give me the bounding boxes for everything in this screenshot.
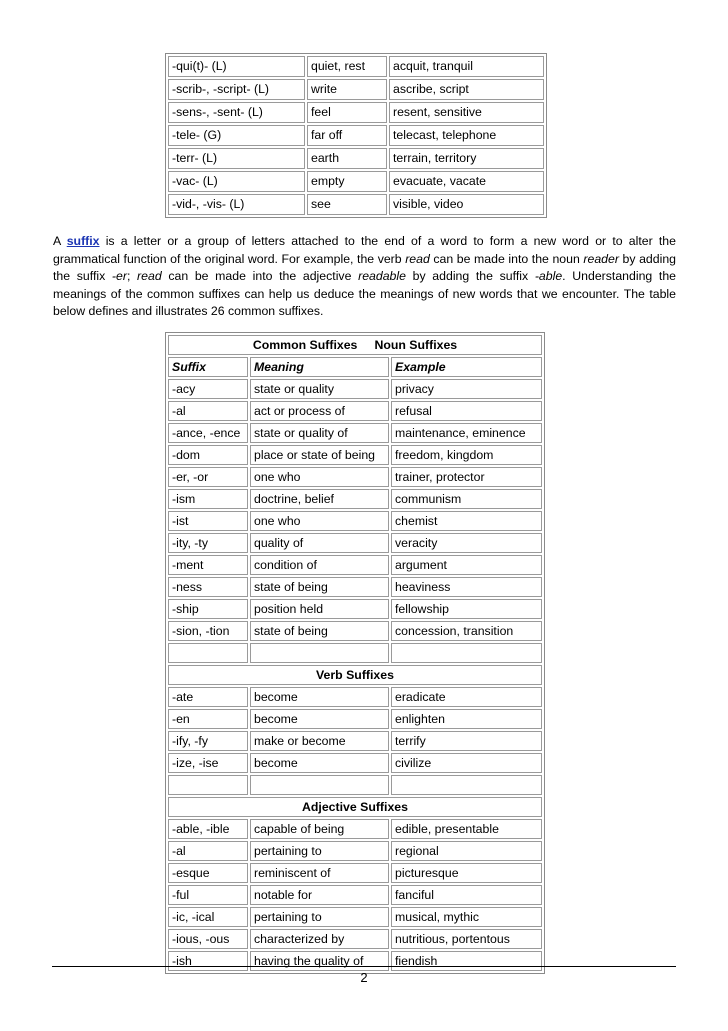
cell-suffix: -acy bbox=[168, 379, 248, 399]
paragraph-text: by adding the suffix bbox=[53, 251, 676, 284]
cell-meaning: see bbox=[307, 194, 387, 215]
cell-example: enlighten bbox=[391, 709, 542, 729]
example-word: readable bbox=[358, 269, 406, 284]
cell-suffix: -ify, -fy bbox=[168, 731, 248, 751]
cell-example: refusal bbox=[391, 401, 542, 421]
noun-suffix-row bbox=[168, 511, 542, 531]
adjective-suffixes-title: Adjective Suffixes bbox=[168, 797, 542, 817]
root-row bbox=[168, 194, 544, 215]
adjective-suffix-row bbox=[168, 907, 542, 927]
noun-suffix-row bbox=[168, 577, 542, 597]
example-word: -able bbox=[534, 269, 563, 284]
cell-example: ascribe, script bbox=[389, 79, 544, 100]
cell-suffix: -vid-, -vis- (L) bbox=[168, 194, 305, 215]
adjective-suffix-row bbox=[168, 951, 542, 971]
adjective-suffixes-title-row bbox=[168, 797, 542, 817]
cell-example: chemist bbox=[391, 511, 542, 531]
cell-meaning: condition of bbox=[250, 555, 389, 575]
cell-example: musical, mythic bbox=[391, 907, 542, 927]
cell-meaning: reminiscent of bbox=[250, 863, 389, 883]
cell-meaning: state of being bbox=[250, 577, 389, 597]
adjective-suffix-row bbox=[168, 819, 542, 839]
cell-example: telecast, telephone bbox=[389, 125, 544, 146]
root-row bbox=[168, 102, 544, 123]
root-row bbox=[168, 125, 544, 146]
cell-meaning: far off bbox=[307, 125, 387, 146]
noun-suffix-row bbox=[168, 445, 542, 465]
cell-meaning: earth bbox=[307, 148, 387, 169]
paragraph-text: is a letter or a group of letters attached to the end of a word to form a new word or to alter the grammatical function of the original word. For example, the verb bbox=[53, 234, 676, 266]
cell-example: privacy bbox=[391, 379, 542, 399]
cell-example: concession, transition bbox=[391, 621, 542, 641]
noun-suffix-row bbox=[168, 621, 542, 641]
cell-meaning: quiet, rest bbox=[307, 56, 387, 77]
cell-suffix: -en bbox=[168, 709, 248, 729]
cell-example: fiendish bbox=[391, 951, 542, 971]
cell-meaning: state of being bbox=[250, 621, 389, 641]
cell-example: nutritious, portentous bbox=[391, 929, 542, 949]
verb-suffix-row bbox=[168, 731, 542, 751]
cell-example: picturesque bbox=[391, 863, 542, 883]
cell-suffix: -ity, -ty bbox=[168, 533, 248, 553]
cell-meaning: capable of being bbox=[250, 819, 389, 839]
cell-suffix: -ism bbox=[168, 489, 248, 509]
column-header-example: Example bbox=[391, 357, 542, 377]
cell-suffix: -ious, -ous bbox=[168, 929, 248, 949]
cell-example: evacuate, vacate bbox=[389, 171, 544, 192]
root-row bbox=[168, 148, 544, 169]
cell-example: maintenance, eminence bbox=[391, 423, 542, 443]
noun-suffix-row bbox=[168, 533, 542, 553]
cell-meaning: become bbox=[250, 709, 389, 729]
cell-suffix: -sens-, -sent- (L) bbox=[168, 102, 305, 123]
cell-meaning: characterized by bbox=[250, 929, 389, 949]
cell-meaning: one who bbox=[250, 511, 389, 531]
cell-example: fellowship bbox=[391, 599, 542, 619]
paragraph-text: can be made into the adjective bbox=[161, 269, 359, 284]
cell-example: edible, presentable bbox=[391, 819, 542, 839]
paragraph-text: can be made into the noun bbox=[429, 251, 584, 266]
empty-cell bbox=[391, 775, 542, 795]
cell-suffix: -able, -ible bbox=[168, 819, 248, 839]
example-word: read bbox=[137, 269, 162, 284]
suffix-table bbox=[165, 332, 545, 974]
suffix-table-body bbox=[168, 335, 542, 971]
suffix-link[interactable]: suffix bbox=[66, 234, 100, 248]
paragraph-text: ; bbox=[126, 269, 138, 284]
noun-suffix-row bbox=[168, 467, 542, 487]
cell-suffix: -ist bbox=[168, 511, 248, 531]
empty-cell bbox=[168, 643, 248, 663]
cell-suffix: -ize, -ise bbox=[168, 753, 248, 773]
table-title-row bbox=[168, 335, 542, 355]
cell-meaning: position held bbox=[250, 599, 389, 619]
root-row bbox=[168, 171, 544, 192]
column-header-meaning: Meaning bbox=[250, 357, 389, 377]
column-header-suffix: Suffix bbox=[168, 357, 248, 377]
cell-meaning: state or quality of bbox=[250, 423, 389, 443]
noun-suffix-row bbox=[168, 379, 542, 399]
cell-suffix: -al bbox=[168, 401, 248, 421]
cell-meaning: having the quality of bbox=[250, 951, 389, 971]
cell-suffix: -ment bbox=[168, 555, 248, 575]
cell-suffix: -esque bbox=[168, 863, 248, 883]
example-word: read bbox=[405, 251, 430, 266]
empty-cell bbox=[391, 643, 542, 663]
cell-example: heaviness bbox=[391, 577, 542, 597]
adjective-suffix-row bbox=[168, 885, 542, 905]
cell-example: terrify bbox=[391, 731, 542, 751]
verb-suffix-row bbox=[168, 709, 542, 729]
cell-example: veracity bbox=[391, 533, 542, 553]
verb-suffixes-title-row bbox=[168, 665, 542, 685]
cell-meaning: write bbox=[307, 79, 387, 100]
cell-suffix: -tele- (G) bbox=[168, 125, 305, 146]
cell-meaning: empty bbox=[307, 171, 387, 192]
cell-suffix: -ness bbox=[168, 577, 248, 597]
cell-meaning: make or become bbox=[250, 731, 389, 751]
root-row bbox=[168, 79, 544, 100]
noun-suffix-row bbox=[168, 555, 542, 575]
cell-meaning: one who bbox=[250, 467, 389, 487]
cell-example: freedom, kingdom bbox=[391, 445, 542, 465]
example-word: -er bbox=[111, 269, 127, 284]
cell-meaning: pertaining to bbox=[250, 841, 389, 861]
cell-suffix: -ful bbox=[168, 885, 248, 905]
cell-meaning: become bbox=[250, 687, 389, 707]
footer-rule bbox=[52, 966, 676, 967]
roots-table-body bbox=[168, 56, 544, 215]
paragraph-text: . Understanding the meanings of the common suffixes can help us deduce the meanings of new words that we encounter. The table below defines and illustrates 26 common suffixes. bbox=[53, 269, 677, 319]
cell-suffix: -ship bbox=[168, 599, 248, 619]
cell-suffix: -ish bbox=[168, 951, 248, 971]
adjective-suffix-row bbox=[168, 929, 542, 949]
cell-suffix: -terr- (L) bbox=[168, 148, 305, 169]
cell-meaning: state or quality bbox=[250, 379, 389, 399]
cell-meaning: place or state of being bbox=[250, 445, 389, 465]
cell-example: visible, video bbox=[389, 194, 544, 215]
cell-example: regional bbox=[391, 841, 542, 861]
common-suffixes-title: Common Suffixes Noun Suffixes bbox=[168, 335, 542, 355]
page-number: 2 bbox=[360, 970, 368, 985]
verb-suffix-row bbox=[168, 687, 542, 707]
cell-meaning: notable for bbox=[250, 885, 389, 905]
empty-cell bbox=[250, 775, 389, 795]
noun-suffix-row bbox=[168, 599, 542, 619]
cell-suffix: -vac- (L) bbox=[168, 171, 305, 192]
cell-meaning: quality of bbox=[250, 533, 389, 553]
cell-meaning: doctrine, belief bbox=[250, 489, 389, 509]
cell-suffix: -qui(t)- (L) bbox=[168, 56, 305, 77]
suffix-definition-paragraph bbox=[53, 233, 676, 321]
paragraph-text: by adding the suffix bbox=[405, 269, 535, 284]
adjective-suffix-row bbox=[168, 863, 542, 883]
cell-example: fanciful bbox=[391, 885, 542, 905]
empty-cell bbox=[250, 643, 389, 663]
cell-suffix: -sion, -tion bbox=[168, 621, 248, 641]
cell-example: trainer, protector bbox=[391, 467, 542, 487]
adjective-suffix-row bbox=[168, 841, 542, 861]
cell-example: eradicate bbox=[391, 687, 542, 707]
cell-example: communism bbox=[391, 489, 542, 509]
verb-suffixes-title: Verb Suffixes bbox=[168, 665, 542, 685]
cell-example: terrain, territory bbox=[389, 148, 544, 169]
cell-suffix: -er, -or bbox=[168, 467, 248, 487]
cell-example: resent, sensitive bbox=[389, 102, 544, 123]
noun-suffix-row bbox=[168, 489, 542, 509]
cell-meaning: become bbox=[250, 753, 389, 773]
example-word: reader bbox=[583, 251, 619, 266]
cell-example: civilize bbox=[391, 753, 542, 773]
cell-suffix: -al bbox=[168, 841, 248, 861]
cell-suffix: -scrib-, -script- (L) bbox=[168, 79, 305, 100]
paragraph-text: A bbox=[53, 234, 67, 248]
blank-row bbox=[168, 643, 542, 663]
cell-example: acquit, tranquil bbox=[389, 56, 544, 77]
cell-suffix: -ance, -ence bbox=[168, 423, 248, 443]
cell-suffix: -ate bbox=[168, 687, 248, 707]
cell-suffix: -dom bbox=[168, 445, 248, 465]
blank-row bbox=[168, 775, 542, 795]
noun-suffix-row bbox=[168, 423, 542, 443]
cell-meaning: pertaining to bbox=[250, 907, 389, 927]
noun-suffix-row bbox=[168, 401, 542, 421]
cell-meaning: act or process of bbox=[250, 401, 389, 421]
cell-example: argument bbox=[391, 555, 542, 575]
empty-cell bbox=[168, 775, 248, 795]
verb-suffix-row bbox=[168, 753, 542, 773]
table-header-row bbox=[168, 357, 542, 377]
cell-meaning: feel bbox=[307, 102, 387, 123]
root-row bbox=[168, 56, 544, 77]
cell-suffix: -ic, -ical bbox=[168, 907, 248, 927]
roots-table bbox=[165, 53, 547, 218]
